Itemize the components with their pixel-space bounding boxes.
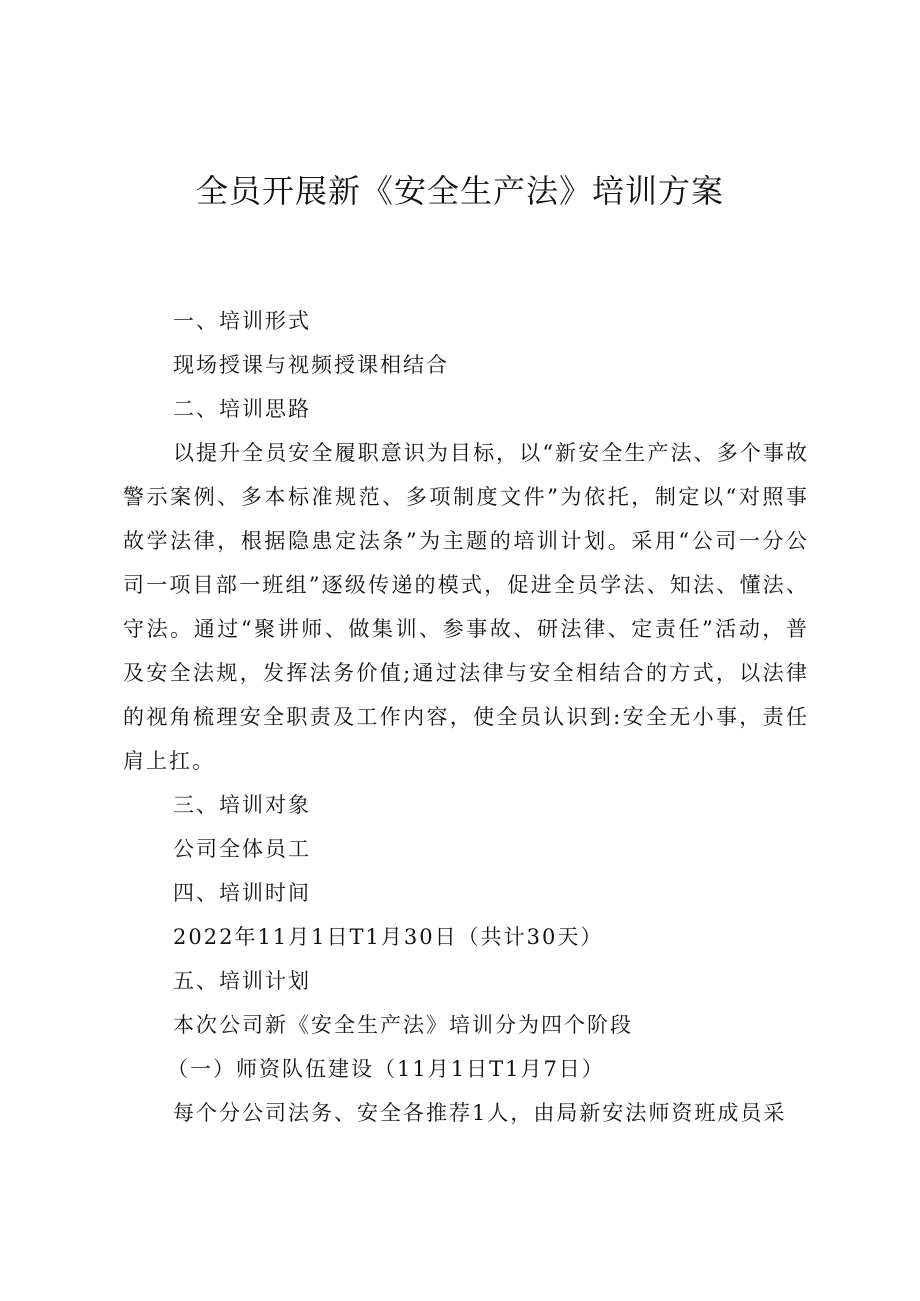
section-heading-training-target: 三、培训对象 — [173, 793, 311, 817]
section-heading-training-time: 四、培训时间 — [173, 881, 311, 905]
section-heading-training-approach: 二、培训思路 — [173, 397, 311, 421]
section-heading-training-form: 一、培训形式 — [173, 309, 311, 333]
document-body — [123, 299, 809, 1135]
section-body-training-approach: 以提升全员安全履职意识为目标，以“新安全生产法、多个事故警示案例、多本标准规范、多项制度文件”为依托，制定以“对照事故学法律，根据隐患定法条”为主题的培训计划。采用“公司一分公司一项目部一班组”逐级传递的模式，促进全员学法、知法、懂法、守法。通过“聚讲师、做集训、参事故、研法律、定责任”活动，普及安全法规，发挥法务价值;通过法律与安全相结合的方式，以法律的视角梳理安全职责及工作内容，使全员认识到:安全无小事，责任肩上扛。 — [123, 441, 809, 773]
section-heading-training-plan: 五、培训计划 — [173, 969, 311, 993]
document-title: 全员开展新《安全生产法》培训方案 — [195, 172, 724, 210]
subsection-body-faculty: 每个分公司法务、安全各推荐1人，由局新安法师资班成员采 — [173, 1101, 787, 1125]
section-body-training-form: 现场授课与视频授课相结合 — [173, 353, 449, 377]
section-body-training-plan: 本次公司新《安全生产法》培训分为四个阶段 — [173, 1013, 633, 1037]
section-body-training-time: 2022年11月1日T1月30日（共计30天） — [173, 925, 604, 949]
section-body-training-target: 公司全体员工 — [173, 837, 311, 861]
subsection-heading-faculty: （一）师资队伍建设（11月1日T1月7日） — [167, 1057, 605, 1081]
